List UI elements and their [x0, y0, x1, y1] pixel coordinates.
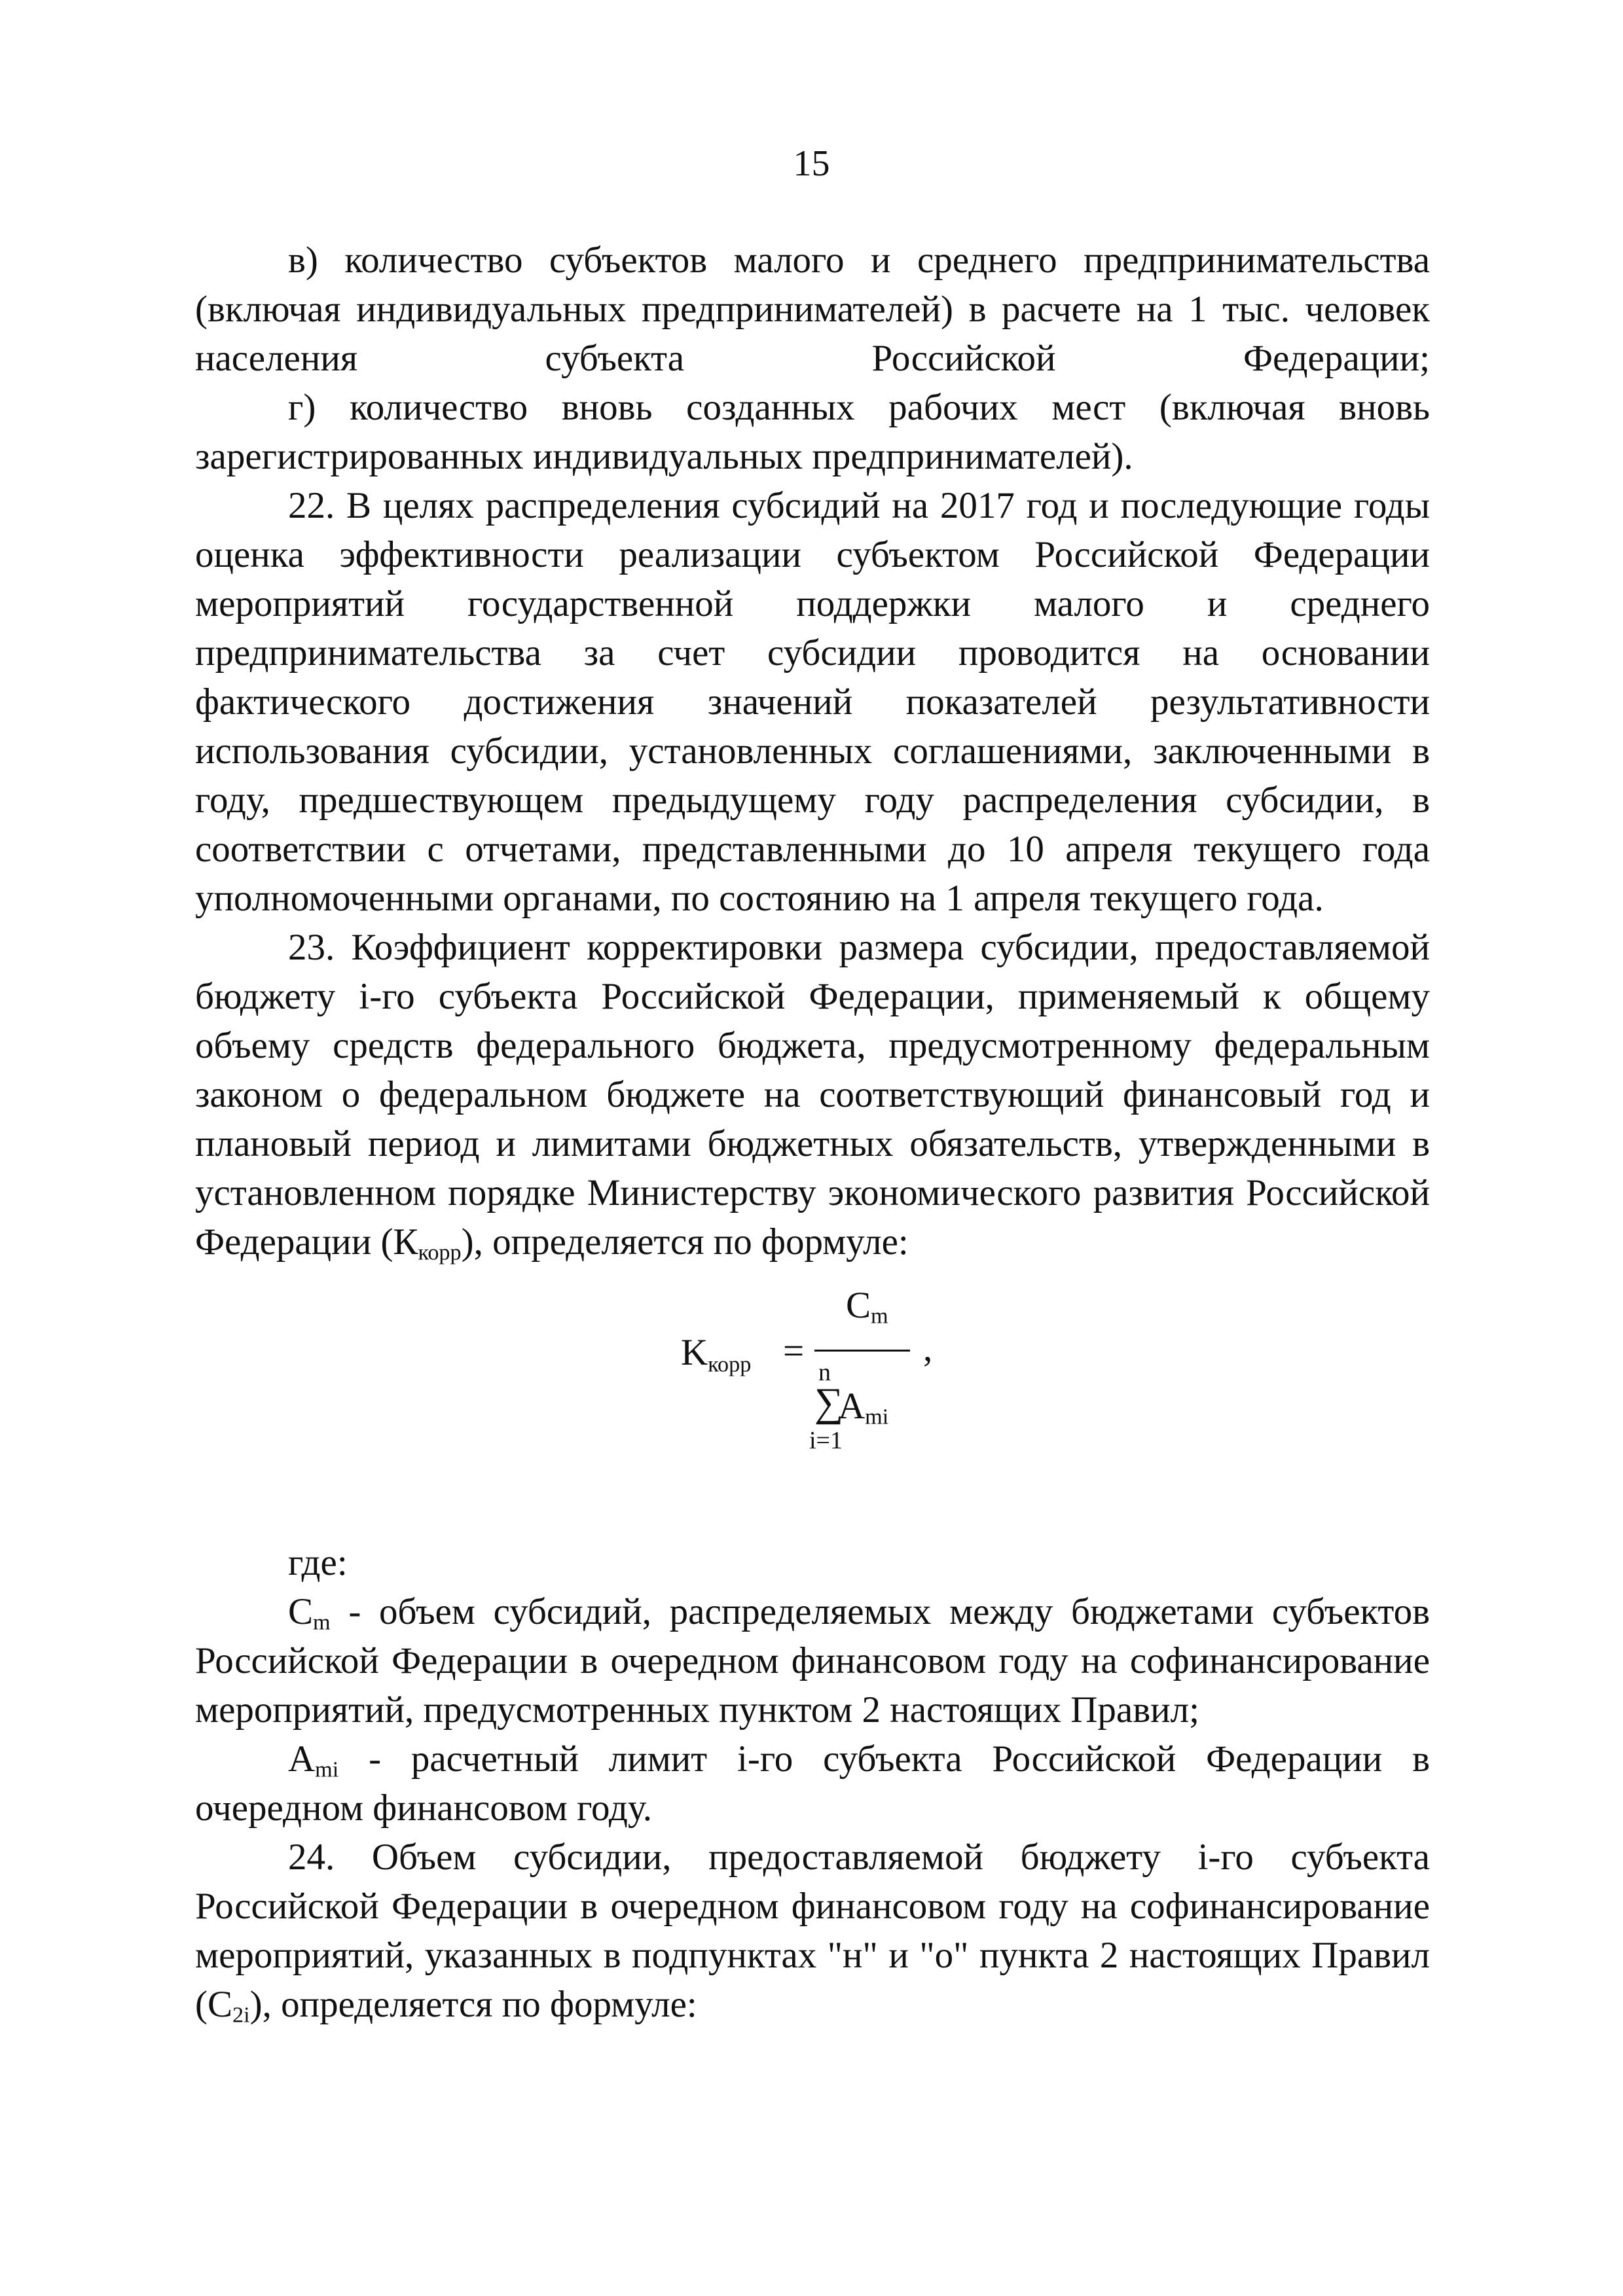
- paragraph-g: г) количество вновь созданных рабочих мест (включая вновь зарегистрированных индивидуальных предпринимателей).: [195, 387, 1430, 477]
- summation-icon: ∑: [814, 1380, 844, 1425]
- formula-lhs: $K_{корр}$: [681, 1332, 752, 1377]
- where-label: где:: [288, 1542, 348, 1583]
- definition-ami-subscript: mi: [315, 1757, 339, 1782]
- correction-coefficient-formula: [195, 1286, 1430, 1502]
- formula-summand: $A_{mi}$: [838, 1386, 889, 1429]
- formula-numerator-subscript: m: [871, 1304, 888, 1329]
- formula-equals-sign: =: [783, 1331, 805, 1372]
- definition-cm: [195, 1587, 1430, 1734]
- formula-summand-subscript: mi: [865, 1405, 889, 1429]
- page-number: 15: [793, 143, 830, 184]
- formula-lhs-subscript: корр: [708, 1352, 752, 1377]
- formula-fraction-bar: [814, 1350, 910, 1352]
- definition-ami-symbol: A: [288, 1738, 316, 1780]
- paragraph-23: [195, 923, 1430, 1266]
- paragraph-23-text: 23. Коэффициент корректировки размера субсидии, предоставляемой бюджету i-го субъекта Российской Федерации, применяемый к общему объему средств федерального бюджета, предусмотренному федеральным законом о федеральном бюджете на соответствующий финансовый год и плановый период и лимитами бюджетных обязательств, утвержденными в установленном порядке Министерству экономического развития Российской Федерации (К: [195, 927, 1430, 1263]
- paragraph-23-end: ), определяется по формуле:: [461, 1221, 909, 1263]
- paragraph-24: [195, 1833, 1430, 2029]
- paragraph-24-end: ), определяется по формуле:: [249, 1984, 697, 2025]
- definition-cm-text: - объем субсидий, распределяемых между бюджетами субъектов Российской Федерации в очередном финансовом году на софинансирование мероприятий, предусмотренных пунктом 2 настоящих Правил;: [195, 1591, 1430, 1731]
- paragraph-24-text: 24. Объем субсидии, предоставляемой бюджету i-го субъекта Российской Федерации в очередном финансовом году на софинансирование мероприятий, указанных в подпунктах "н" и "о" пункта 2 настоящих Правил (C: [195, 1837, 1430, 2025]
- formula-numerator: $C_m$: [846, 1285, 888, 1329]
- definition-ami-text: - расчетный лимит i-го субъекта Российской Федерации в очередном финансовом году.: [195, 1738, 1430, 1829]
- c2i-subscript: 2i: [232, 2003, 250, 2028]
- definition-ami: [195, 1734, 1430, 1833]
- formula-sum-upper-limit: n: [818, 1359, 831, 1386]
- definition-cm-symbol: C: [288, 1591, 314, 1632]
- paragraph-22: 22. В целях распределения субсидий на 2017 год и последующие годы оценка эффективности реализации субъектом Российской Федерации мероприятий государственной поддержки малого и среднего предпринимательства за счет субсидии проводится на основании фактического достижения значений показателей результативности использования субсидии, установленных соглашениями, заключенными в году, предшествующем предыдущему году распределения субсидии, в соответствии с отчетами, представленными до 10 апреля текущего года уполномоченными органами, по состоянию на 1 апреля текущего года.: [195, 485, 1430, 919]
- formula-sum-lower-limit: i=1: [809, 1427, 843, 1454]
- k-korr-subscript: корр: [418, 1240, 462, 1265]
- formula-trailing-comma: ,: [923, 1328, 933, 1369]
- definition-cm-subscript: m: [313, 1610, 331, 1635]
- paragraph-v: в) количество субъектов малого и среднего предпринимательства (включая индивидуальных предпринимателей) в расчете на 1 тыс. человек населения субъекта Российской Федерации;: [195, 240, 1430, 379]
- document-body: [195, 236, 1430, 2029]
